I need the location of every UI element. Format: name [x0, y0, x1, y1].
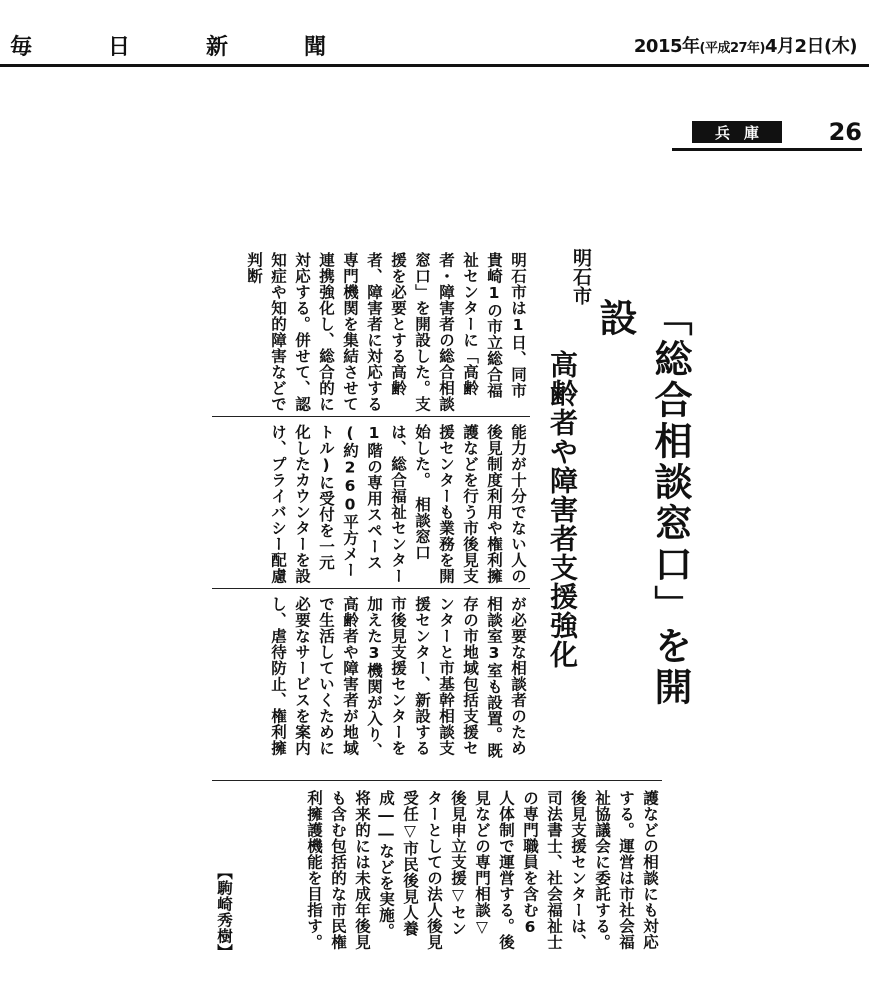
- tier-divider: [212, 780, 662, 781]
- article-body-tier-3: が必要な相談者のため相談室3室も設置。既存の市地域包括支援センターと市基幹相談支援センター、新設する市後見支援センターを加えた3機関が入り、高齢者や障害者が地域で生活していくために必要なサービスを案内し、虐待防止、権利擁: [269, 596, 527, 759]
- date-era: (平成27年): [699, 41, 765, 56]
- article-locality: 明石市: [570, 248, 592, 305]
- tier-divider: [212, 588, 530, 589]
- article-body-tier-2: 能力が十分でない人の後見制度利用や権利擁護などを行う市後見支援センターも業務を開始した。 相談窓口は、総合福祉センター1階の専用スペース(約260平方メートル)に受付を一元化したカウンターを設け、プライバシー配慮: [269, 424, 527, 584]
- article-byline: 【駒崎秀樹】: [215, 864, 233, 960]
- date-rest: 4月2日(木): [764, 36, 857, 57]
- paper-name: [10, 30, 402, 61]
- section-label: 兵庫: [692, 121, 782, 143]
- article-subheadline: 高齢者や障害者支援強化: [546, 350, 579, 669]
- masthead: [0, 0, 869, 67]
- paper-name-char: 聞: [304, 34, 327, 60]
- tier-divider: [212, 416, 530, 417]
- paper-name-char: 日: [108, 34, 131, 60]
- publication-date: [634, 32, 857, 58]
- date-year: 2015年: [633, 36, 700, 57]
- paper-name-char: 新: [206, 34, 229, 60]
- section-header: [672, 118, 862, 151]
- article-headline: 「総合相談窓口」を開設: [593, 298, 692, 708]
- page-number: 26: [828, 118, 862, 146]
- article-body-tier-4: 護などの相談にも対応する。運営は市社会福祉協議会に委託する。 後見支援センターは、司法書士、社会福祉士の専門職員を含む6人体制で運営する。後見などの専門相談▽後見申立支援▽センターとしての法人後見受任▽市民後見人養成――などを実施。将来的には未成年後見も含む包括的な市民権利擁護機能を目指す。: [305, 790, 659, 959]
- paper-name-char: 毎: [10, 34, 33, 60]
- article-body-tier-1: 明石市は1日、同市貴崎1の市立総合福祉センターに「高齢者・障害者の総合相談窓口」を開設した。支援を必要とする高齢者、障害者に対応する専門機関を集結させて連携強化し、総合的に対応する。併せて、認知症や知的障害などで判断: [245, 252, 527, 412]
